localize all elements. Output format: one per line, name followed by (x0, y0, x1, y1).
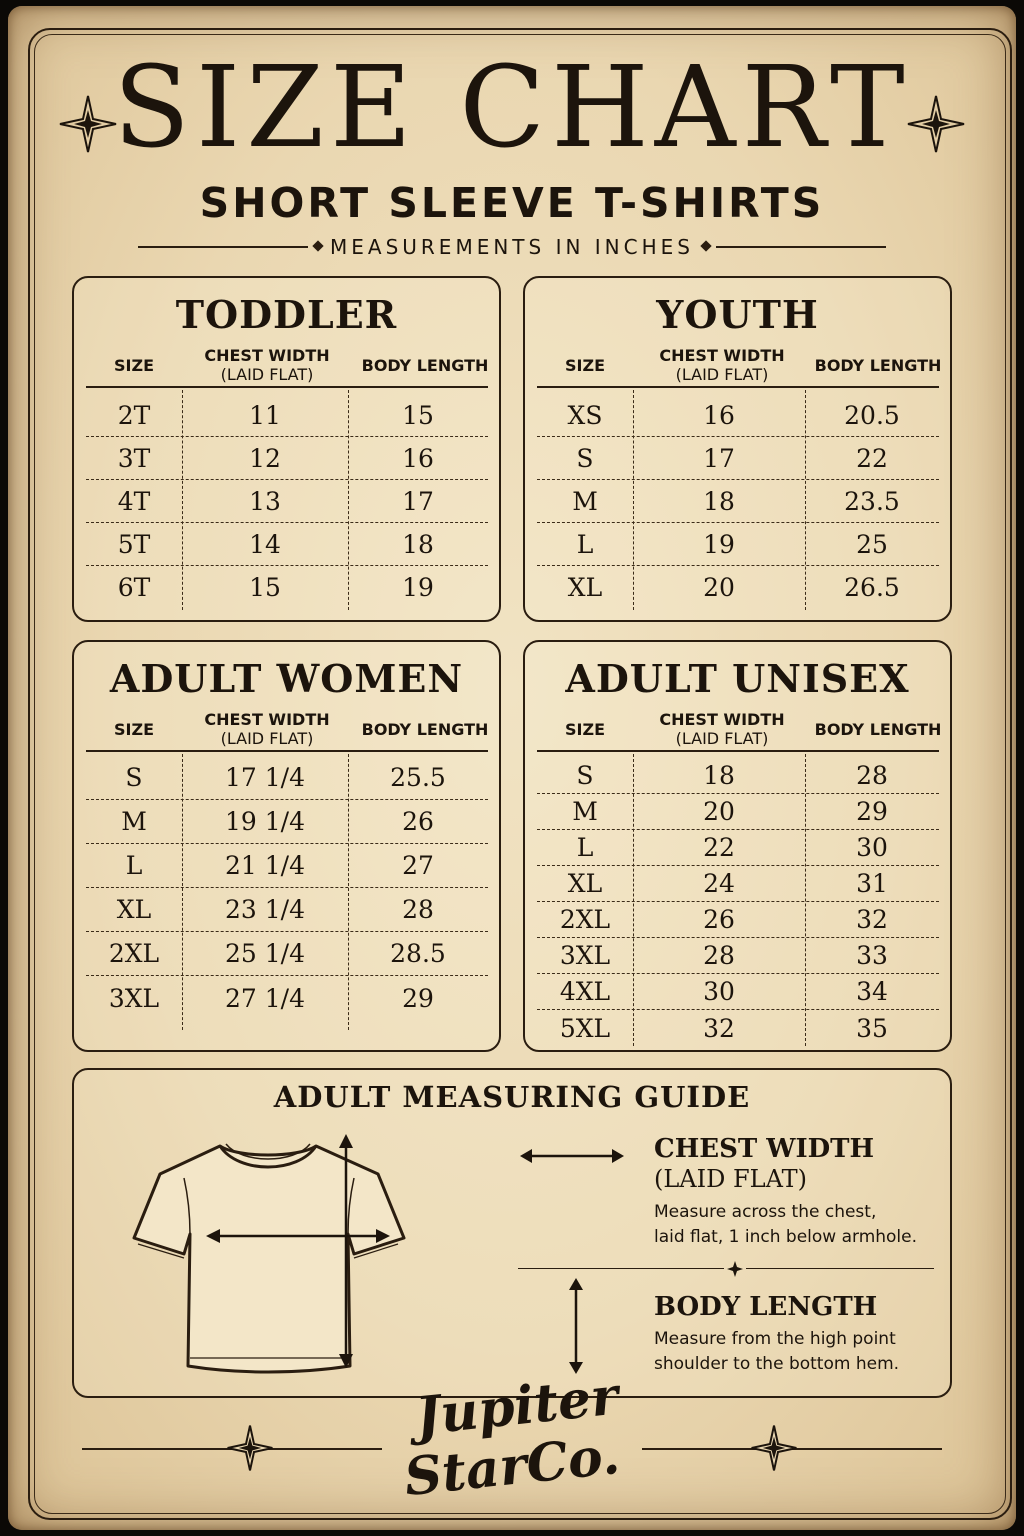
divider-rule-right (716, 246, 886, 248)
size-cell: 3XL (559, 941, 611, 970)
length-cell: 34 (856, 977, 888, 1006)
length-cell: 16 (402, 443, 434, 473)
size-cell: XL (567, 869, 603, 898)
chest-cell: 22 (703, 833, 735, 862)
col-header-chest-note: (LAID FLAT) (220, 729, 314, 748)
chest-cell: 27 1/4 (225, 983, 305, 1013)
chest-cell: 30 (703, 977, 735, 1006)
chest-width-text-1: Measure across the chest, (654, 1202, 877, 1222)
guide-divider-right (746, 1268, 934, 1269)
chest-cell: 18 (703, 486, 735, 516)
size-cell: 2XL (559, 905, 611, 934)
col-header-length: BODY LENGTH (361, 356, 489, 375)
size-cell: L (125, 851, 143, 880)
length-cell: 29 (856, 797, 888, 826)
size-cell: 3T (117, 443, 151, 473)
size-cell: 5T (117, 529, 151, 559)
compass-star-icon (750, 1424, 798, 1472)
col-header-chest-label: CHEST WIDTH (659, 346, 785, 365)
units-divider (138, 232, 886, 262)
adult-unisex-title: ADULT UNISEX (565, 656, 910, 701)
col-header-size: SIZE (564, 720, 605, 739)
size-cell: L (576, 529, 594, 559)
toddler-panel (72, 276, 501, 622)
col-header-chest-note: (LAID FLAT) (220, 365, 314, 384)
length-cell: 23.5 (844, 486, 900, 516)
table-row (86, 800, 488, 844)
length-cell: 20.5 (844, 400, 900, 430)
table-row (86, 523, 488, 566)
col-header-chest (637, 346, 807, 384)
brand-logo-line-2: StarCo. (401, 1424, 623, 1509)
table-row (537, 794, 939, 830)
table-row (86, 756, 488, 800)
length-cell: 25 (856, 529, 888, 559)
col-header-chest (182, 346, 352, 384)
toddler-title: TODDLER (175, 292, 398, 337)
length-cell: 30 (856, 833, 888, 862)
length-cell: 22 (856, 443, 888, 473)
header-rule (537, 386, 939, 388)
col-header-chest (637, 710, 807, 748)
col-header-size: SIZE (113, 356, 154, 375)
length-cell: 35 (856, 1013, 888, 1043)
size-cell: S (576, 443, 594, 473)
chest-cell: 26 (703, 905, 735, 934)
table-row (86, 437, 488, 480)
chest-cell: 17 (703, 443, 735, 473)
body-length-heading: BODY LENGTH (654, 1292, 878, 1322)
table-row (537, 566, 939, 609)
col-header-chest-label: CHEST WIDTH (659, 710, 785, 729)
table-row (537, 480, 939, 523)
t-shirt-icon (128, 1126, 408, 1386)
chest-cell: 13 (249, 486, 281, 516)
guide-divider-left (518, 1268, 724, 1269)
size-cell: XS (567, 400, 603, 430)
table-row (537, 1010, 939, 1046)
size-cell: 2T (117, 400, 151, 430)
length-cell: 28.5 (390, 939, 446, 968)
table-row (537, 394, 939, 437)
col-header-chest-note: (LAID FLAT) (675, 365, 769, 384)
size-cell: M (121, 807, 147, 836)
divider-dot-right (700, 240, 711, 251)
col-header-length: BODY LENGTH (361, 720, 489, 739)
length-cell: 31 (856, 869, 888, 898)
youth-panel (523, 276, 952, 622)
length-cell: 15 (402, 400, 434, 430)
divider-rule-left (138, 246, 308, 248)
col-header-chest (182, 710, 352, 748)
chest-cell: 24 (703, 869, 735, 898)
table-row (537, 866, 939, 902)
col-header-length: BODY LENGTH (814, 356, 942, 375)
length-cell: 26.5 (844, 573, 900, 602)
chest-cell: 23 1/4 (225, 895, 305, 924)
adult-women-panel (72, 640, 501, 1052)
double-arrow-icon (518, 1144, 626, 1168)
adult-unisex-panel (523, 640, 952, 1052)
measuring-guide-panel (72, 1068, 952, 1398)
chest-width-note: (LAID FLAT) (654, 1165, 807, 1193)
length-cell: 28 (856, 761, 888, 790)
table-row (86, 844, 488, 888)
length-cell: 19 (402, 573, 434, 602)
page-subtitle: SHORT SLEEVE T-SHIRTS (199, 179, 825, 227)
table-row (86, 566, 488, 609)
length-cell: 27 (402, 851, 434, 880)
chest-cell: 28 (703, 941, 735, 970)
chest-cell: 15 (249, 573, 281, 602)
size-cell: XL (567, 573, 603, 602)
size-cell: 4T (117, 486, 151, 516)
table-row (537, 830, 939, 866)
table-row (86, 480, 488, 523)
guide-title: ADULT MEASURING GUIDE (273, 1080, 751, 1114)
length-cell: 17 (402, 486, 434, 516)
length-cell: 33 (856, 941, 888, 970)
header-rule (86, 750, 488, 752)
length-cell: 32 (856, 905, 888, 934)
size-cell: 2XL (108, 939, 160, 968)
chest-cell: 19 1/4 (225, 807, 305, 836)
col-header-length: BODY LENGTH (814, 720, 942, 739)
table-row (537, 758, 939, 794)
table-row (86, 394, 488, 437)
chest-cell: 16 (703, 400, 735, 430)
brand-logo-line-1: Jupiter (412, 1365, 622, 1448)
page-title: SIZE CHART (113, 43, 911, 173)
chest-cell: 14 (249, 529, 281, 559)
table-row (86, 932, 488, 976)
table-row (537, 902, 939, 938)
chest-cell: 32 (703, 1013, 735, 1043)
body-length-text-2: shoulder to the bottom hem. (654, 1354, 900, 1374)
chest-cell: 20 (703, 797, 735, 826)
brand-logo (382, 1365, 642, 1510)
table-row (537, 938, 939, 974)
length-cell: 29 (402, 983, 434, 1013)
length-cell: 28 (402, 895, 434, 924)
col-header-chest-note: (LAID FLAT) (675, 729, 769, 748)
chest-cell: 21 1/4 (225, 851, 305, 880)
body-length-text-1: Measure from the high point (654, 1329, 896, 1349)
size-cell: S (576, 761, 594, 790)
size-cell: 5XL (559, 1013, 611, 1043)
col-header-size: SIZE (564, 356, 605, 375)
chest-cell: 17 1/4 (225, 763, 305, 792)
col-header-chest-label: CHEST WIDTH (204, 710, 330, 729)
adult-women-title: ADULT WOMEN (109, 656, 464, 701)
size-cell: 4XL (559, 977, 611, 1006)
chest-width-heading: CHEST WIDTH (654, 1134, 875, 1164)
chest-cell: 25 1/4 (225, 939, 305, 968)
table-row (537, 974, 939, 1010)
table-row (537, 437, 939, 480)
chest-cell: 20 (703, 573, 735, 602)
divider-dot-left (312, 240, 323, 251)
compass-star-icon (226, 1424, 274, 1472)
col-header-chest-label: CHEST WIDTH (204, 346, 330, 365)
size-cell: M (572, 797, 598, 826)
divider-star-icon (726, 1260, 744, 1278)
size-cell: L (576, 833, 594, 862)
length-cell: 18 (402, 529, 434, 559)
size-cell: M (572, 486, 598, 516)
compass-star-icon (906, 94, 966, 154)
col-header-size: SIZE (113, 720, 154, 739)
size-cell: 3XL (108, 983, 160, 1013)
size-cell: 6T (117, 573, 151, 602)
header-rule (537, 750, 939, 752)
length-cell: 25.5 (390, 763, 446, 792)
length-cell: 26 (402, 807, 434, 836)
table-row (537, 523, 939, 566)
table-row (86, 888, 488, 932)
table-row (86, 976, 488, 1020)
header-rule (86, 386, 488, 388)
units-note: MEASUREMENTS IN INCHES (330, 235, 694, 259)
chest-cell: 18 (703, 761, 735, 790)
chest-cell: 11 (249, 400, 281, 430)
chest-cell: 12 (249, 443, 281, 473)
vertical-double-arrow-icon (564, 1276, 588, 1376)
chest-cell: 19 (703, 529, 735, 559)
size-cell: XL (116, 895, 152, 924)
compass-star-icon (58, 94, 118, 154)
chest-width-text-2: laid flat, 1 inch below armhole. (654, 1227, 918, 1247)
size-cell: S (125, 763, 143, 792)
youth-title: YOUTH (656, 292, 819, 337)
